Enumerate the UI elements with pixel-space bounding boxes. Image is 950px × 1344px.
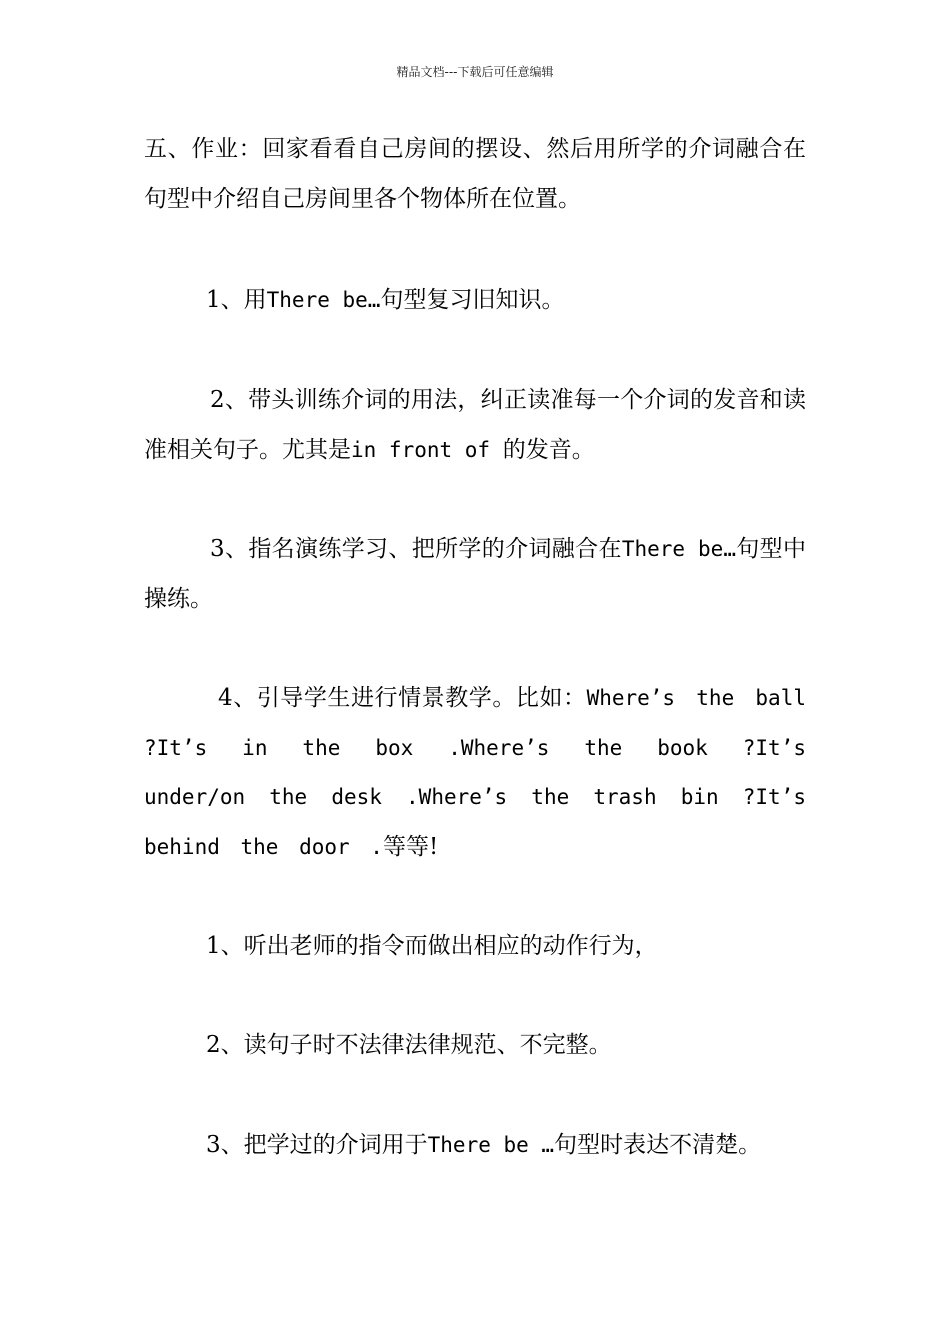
step-4-paragraph	[144, 674, 806, 872]
problem-2-text: 2、读句子时不法律法律规范、不完整。	[206, 1032, 612, 1058]
step-4-prefix: 4、引导学生进行情景教学。比如：	[218, 685, 587, 711]
step-2-paragraph	[144, 376, 806, 475]
homework-paragraph	[144, 125, 806, 224]
problem-2-paragraph	[144, 1021, 806, 1071]
step-4-suffix: 等等!	[382, 833, 439, 860]
step-3-suffix: 句型中操练。	[144, 536, 806, 612]
step-2-prefix: 2、带头训练介词的用法，纠正读准每一个介词的发音和读准相关句子。尤其是	[144, 387, 806, 463]
problem-3-suffix: 句型时表达不清楚。	[554, 1132, 762, 1158]
step-1-paragraph	[144, 276, 806, 326]
step-3-prefix: 3、指名演练学习、把所学的介词融合在	[210, 536, 622, 562]
homework-text: 五、作业：回家看看自己房间的摆设、然后用所学的介词融合在句型中介绍自己房间里各个物体所在位置。	[144, 136, 806, 212]
step-1-english: There be…	[266, 288, 381, 312]
step-2-suffix: 的发音。	[502, 436, 595, 463]
step-3-paragraph	[144, 525, 806, 624]
problem-3-prefix: 3、把学过的介词用于	[206, 1132, 428, 1158]
problem-3-english: There be …	[427, 1133, 555, 1157]
problem-1-text: 1、听出老师的指令而做出相应的动作行为，	[206, 933, 658, 959]
problem-1-paragraph	[144, 922, 806, 972]
problem-3-paragraph	[144, 1121, 834, 1171]
step-1-suffix: 句型复习旧知识。	[380, 287, 565, 313]
step-4-english: Where’s the ball ?It’s in the box .Where’s the book ?It’s under/on the desk .Where’s the trash bin ?It’s behind the door .	[144, 686, 806, 859]
page-header: 精品文档---下载后可任意编辑	[396, 65, 554, 79]
step-2-english: in front of	[351, 437, 503, 462]
step-3-english: There be…	[621, 537, 736, 561]
step-1-prefix: 1、用	[206, 287, 267, 313]
